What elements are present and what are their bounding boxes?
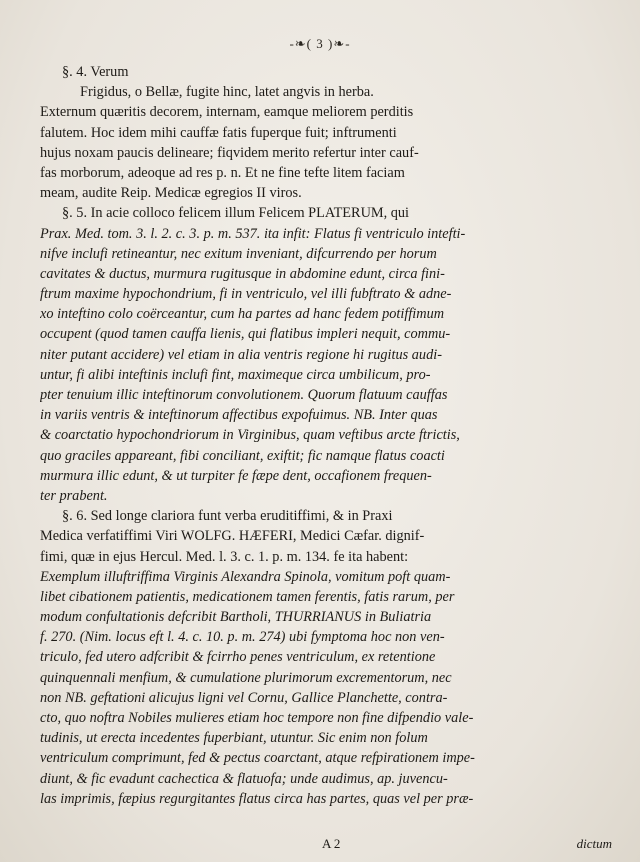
text-line: §. 4. Verum xyxy=(62,64,129,80)
text-line: modum confultationis defcribit Bartholi, THURRIANUS in Buliatria xyxy=(40,609,432,626)
text-line: fimi, quæ in ejus Hercul. Med. l. 3. c. 1. p. m. 134. fe ita habent: xyxy=(40,548,409,565)
text-line: §. 5. In acie colloco felicem illum Felicem PLATERUM, qui xyxy=(62,205,410,222)
text-line: cto, quo noftra Nobiles mulieres etiam hoc tempore non fine difpendio vale- xyxy=(40,710,474,726)
text-line: occupent (quod tamen cauffa lienis, qui flatibus impleri nequit, commu- xyxy=(40,326,451,343)
text-line: Frigidus, o Bellæ, fugite hinc, latet angvis in herba. xyxy=(80,84,374,101)
text-line: ventriculum comprimunt, fed & pectus coarctant, atque refpirationem impe- xyxy=(40,750,475,767)
text-line: pter tenuium illic inteftinorum convolutionem. Quorum flatuum cauffas xyxy=(40,387,448,403)
catchword: dictum xyxy=(576,836,612,851)
text-line: quinquennali menfium, & cumulatione plurimorum excrementorum, nec xyxy=(40,669,452,686)
text-line: tudinis, ut erecta incedentes fuperbiant, utuntur. Sic enim non folum xyxy=(40,730,428,747)
text-line: triculo, fed utero adfcribit & fcirrho penes ventriculum, ex retentione xyxy=(40,649,436,666)
text-line: ftrum maxime hypochondrium, fi in ventriculo, vel illi fubftrato & adne- xyxy=(40,286,452,303)
text-line: §. 6. Sed longe clariora funt verba eruditiffimi, & in Praxi xyxy=(62,508,393,525)
text-line: Exemplum illuftriffima Virginis Alexandra Spinola, vomitum poft quam- xyxy=(40,568,451,585)
text-line: niter putant accidere) vel etiam in alia ventris regione hi rugitus audi- xyxy=(40,346,442,363)
text-line: quo graciles appareant, fibi conciliant, exiftit; fic namque flatus coacti xyxy=(40,447,445,464)
text-line: ter prabent. xyxy=(40,487,108,504)
text-line: hujus noxam paucis delineare; fiqvidem merito refertur inter cauf- xyxy=(40,144,419,161)
text-line: meam, audite Reip. Medicæ egregios II viros. xyxy=(40,185,302,202)
text-line: xo inteftino colo coërceantur, cum ha partes ad hanc fedem potiffimum xyxy=(40,306,445,323)
text-line: cavitates & ductus, murmura rugitusque in abdomine edunt, circa fini- xyxy=(40,265,445,282)
text-line: untur, fi alibi inteftinis inclufi fint, maximeque circa umbilicum, pro- xyxy=(40,366,431,383)
text-line: Medica verfatiffimi Viri WOLFG. HÆFERI, Medici Cæfar. dignif- xyxy=(40,528,425,545)
text-line: Externum quæritis decorem, internam, eamque meliorem perditis xyxy=(40,104,414,121)
text-line: las imprimis, fæpius regurgitantes flatus circa has partes, quas vel per præ- xyxy=(40,790,474,807)
body-text xyxy=(40,62,612,809)
text-line: Prax. Med. tom. 3. l. 2. c. 3. p. m. 537. ita infit: Flatus fi ventriculo intefti- xyxy=(40,225,466,242)
text-line: in variis ventris & inteftinorum affectibus expofuimus. NB. Inter quas xyxy=(40,407,438,424)
signature-mark: A 2 xyxy=(322,836,341,851)
text-line: murmura illic edunt, & ut turpiter fe fæpe dent, occafionem frequen- xyxy=(40,467,432,484)
text-line: falutem. Hoc idem mihi cauffæ fatis fuperque fuit; inftrumenti xyxy=(40,124,397,141)
text-line: & coarctatio hypochondriorum in Virginibus, quam veftibus arcte ftrictis, xyxy=(40,427,460,444)
text-line: diunt, & fic evadunt cachectica & flatuofa; unde audimus, ap. juvencu- xyxy=(40,770,448,787)
text-line: libet cibationem patientis, medicationem tamen ferentis, fatis rarum, per xyxy=(40,588,455,605)
page-header-ornament: -❧( 3 )❧- xyxy=(289,36,351,51)
text-line: fas morborum, adeoque ad res p. n. Et ne fine tefte litem faciam xyxy=(40,164,405,181)
text-line: non NB. geftationi alicujus ligni vel Cornu, Gallice Planchette, contra- xyxy=(40,689,448,706)
text-line: nifve inclufi retineantur, nec exitum inveniant, difcurrendo per horum xyxy=(40,245,437,262)
text-line: f. 270. (Nim. locus eft l. 4. c. 10. p. m. 274) ubi fymptoma hoc non ven- xyxy=(40,629,445,646)
